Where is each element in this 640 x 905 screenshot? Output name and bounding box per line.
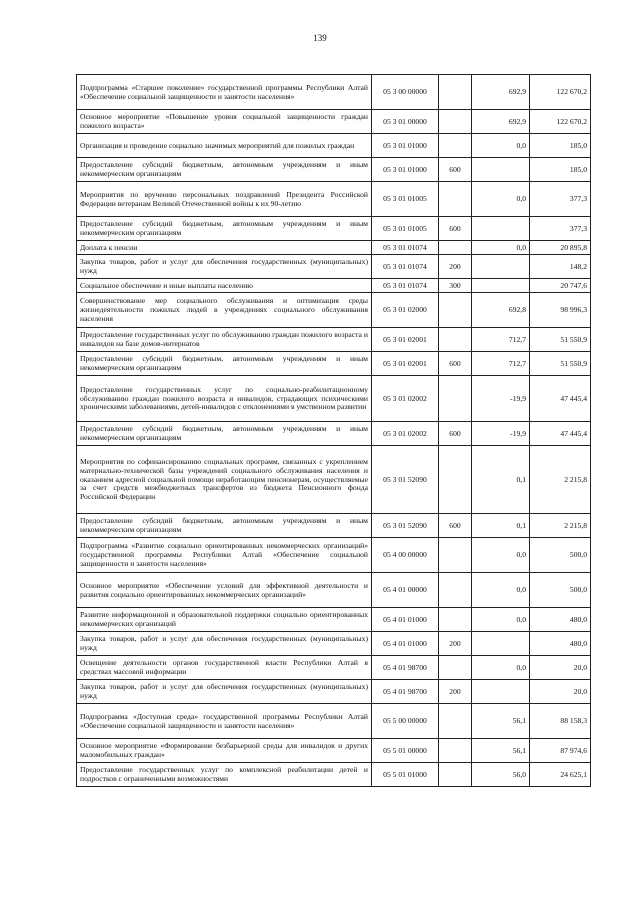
row-expense-type-cell: 200 (439, 632, 472, 656)
row-amount-change-cell (472, 632, 530, 656)
row-amount-change-cell (472, 680, 530, 704)
row-amount-change-cell: 712,7 (472, 328, 530, 352)
row-expense-type-cell (439, 656, 472, 680)
row-expense-type-cell (439, 293, 472, 328)
table-row (77, 704, 591, 739)
row-expense-type-cell (439, 704, 472, 739)
row-name-cell: Предоставление субсидий бюджетным, автономным учреждениям и иным некоммерческим организациям (77, 422, 372, 446)
row-expense-type-cell: 600 (439, 514, 472, 538)
row-name-cell: Предоставление субсидий бюджетным, автономным учреждениям и иным некоммерческим организациям (77, 158, 372, 182)
row-amount-change-cell: 0,0 (472, 573, 530, 608)
row-amount-total-cell: 20,0 (530, 656, 591, 680)
table-row (77, 328, 591, 352)
row-amount-total-cell: 20,0 (530, 680, 591, 704)
table-row (77, 656, 591, 680)
row-amount-change-cell: 0,0 (472, 182, 530, 217)
row-amount-total-cell: 185,0 (530, 158, 591, 182)
row-name-cell: Основное мероприятие «Формирование безбарьерной среды для инвалидов и других маломобильных граждан» (77, 739, 372, 763)
row-amount-change-cell: 692,8 (472, 293, 530, 328)
row-expense-type-cell: 600 (439, 217, 472, 241)
row-code-cell: 05 4 00 00000 (372, 538, 439, 573)
row-amount-total-cell: 500,0 (530, 538, 591, 573)
row-amount-total-cell: 377,3 (530, 217, 591, 241)
row-name-cell: Закупка товаров, работ и услуг для обеспечения государственных (муниципальных) нужд (77, 632, 372, 656)
row-amount-total-cell: 122 670,2 (530, 75, 591, 110)
row-amount-change-cell: 692,9 (472, 75, 530, 110)
row-name-cell: Основное мероприятие «Повышение уровня социальной защищенности граждан пожилого возраста» (77, 110, 372, 134)
row-code-cell: 05 3 01 01074 (372, 279, 439, 293)
row-amount-total-cell: 88 158,3 (530, 704, 591, 739)
table-row (77, 293, 591, 328)
row-name-cell: Основное мероприятие «Обеспечение условий для эффективной деятельности и развития социально ориентированных некоммерческих организаций» (77, 573, 372, 608)
budget-table-body (77, 75, 591, 787)
table-row (77, 422, 591, 446)
row-amount-change-cell: 0,0 (472, 134, 530, 158)
row-name-cell: Организация и проведение социально значимых мероприятий для пожилых граждан (77, 134, 372, 158)
table-row (77, 241, 591, 255)
row-code-cell: 05 3 01 01000 (372, 158, 439, 182)
row-code-cell: 05 3 01 01074 (372, 241, 439, 255)
row-name-cell: Освещение деятельности органов государственной власти Республики Алтай в средствах массовой информации (77, 656, 372, 680)
row-amount-total-cell: 51 550,9 (530, 352, 591, 376)
row-name-cell: Подпрограмма «Развитие социально ориентированных некоммерческих организаций» государственной программы Республики Алтай «Обеспечение социальной защищенности и занятости населения» (77, 538, 372, 573)
row-code-cell: 05 3 01 02001 (372, 328, 439, 352)
row-amount-total-cell: 377,3 (530, 182, 591, 217)
table-row (77, 632, 591, 656)
row-code-cell: 05 4 01 01000 (372, 608, 439, 632)
row-amount-total-cell: 47 445,4 (530, 376, 591, 422)
row-expense-type-cell (439, 110, 472, 134)
row-name-cell: Мероприятия по софинансированию социальных программ, связанных с укреплением материально-технической базы учреждений социального обслуживания населения и оказанием адресной социальной помощи неработающим пенсионерам, осуществляемые за счет средств межбюджетных трансфертов из бюджета Пенсионного фонда Российской Федерации (77, 446, 372, 514)
row-name-cell: Подпрограмма «Старшее поколение» государственной программы Республики Алтай «Обеспечение социальной защищенности и занятости населения» (77, 75, 372, 110)
row-code-cell: 05 5 00 00000 (372, 704, 439, 739)
row-code-cell: 05 3 01 01000 (372, 134, 439, 158)
row-amount-total-cell: 20 747,6 (530, 279, 591, 293)
row-code-cell: 05 4 01 01000 (372, 632, 439, 656)
row-amount-total-cell: 2 215,8 (530, 446, 591, 514)
table-row (77, 134, 591, 158)
table-row (77, 608, 591, 632)
row-code-cell: 05 5 01 00000 (372, 739, 439, 763)
row-expense-type-cell: 300 (439, 279, 472, 293)
row-amount-total-cell: 98 996,3 (530, 293, 591, 328)
row-amount-change-cell: -19,9 (472, 422, 530, 446)
table-row (77, 446, 591, 514)
row-expense-type-cell (439, 134, 472, 158)
row-expense-type-cell: 600 (439, 352, 472, 376)
row-expense-type-cell (439, 573, 472, 608)
row-amount-change-cell: 0,0 (472, 241, 530, 255)
row-amount-change-cell: 56,0 (472, 763, 530, 787)
row-expense-type-cell: 600 (439, 158, 472, 182)
row-name-cell: Закупка товаров, работ и услуг для обеспечения государственных (муниципальных) нужд (77, 680, 372, 704)
table-row (77, 182, 591, 217)
row-code-cell: 05 3 01 02001 (372, 352, 439, 376)
row-code-cell: 05 3 00 00000 (372, 75, 439, 110)
table-row (77, 158, 591, 182)
row-name-cell: Предоставление государственных услуг по комплексной реабилитации детей и подростков с ограниченными возможностями (77, 763, 372, 787)
table-row (77, 255, 591, 279)
table-row (77, 376, 591, 422)
row-amount-change-cell: 712,7 (472, 352, 530, 376)
row-amount-total-cell: 185,0 (530, 134, 591, 158)
row-expense-type-cell (439, 763, 472, 787)
row-expense-type-cell (439, 538, 472, 573)
row-amount-change-cell: 0,0 (472, 538, 530, 573)
row-name-cell: Социальное обеспечение и иные выплаты населению (77, 279, 372, 293)
row-expense-type-cell (439, 328, 472, 352)
row-amount-change-cell (472, 279, 530, 293)
row-amount-total-cell: 51 550,9 (530, 328, 591, 352)
row-expense-type-cell (439, 241, 472, 255)
row-amount-total-cell: 148,2 (530, 255, 591, 279)
page-number: 139 (313, 33, 327, 43)
row-amount-change-cell (472, 255, 530, 279)
row-code-cell: 05 4 01 00000 (372, 573, 439, 608)
row-amount-change-cell: 0,0 (472, 656, 530, 680)
row-expense-type-cell: 200 (439, 680, 472, 704)
row-name-cell: Совершенствование мер социального обслуживания и оптимизация среды жизнедеятельности пожилых людей в учреждениях социального обслуживания населения (77, 293, 372, 328)
table-row (77, 763, 591, 787)
row-amount-change-cell: 0,1 (472, 514, 530, 538)
row-amount-total-cell: 122 670,2 (530, 110, 591, 134)
row-name-cell: Предоставление субсидий бюджетным, автономным учреждениям и иным некоммерческим организациям (77, 352, 372, 376)
row-name-cell: Мероприятия по вручению персональных поздравлений Президента Российской Федерации ветеранам Великой Отечественной войны к их 90-летию (77, 182, 372, 217)
row-amount-total-cell: 500,0 (530, 573, 591, 608)
row-name-cell: Предоставление государственных услуг по обслуживанию граждан пожилого возраста и инвалидов на базе домов-интернатов (77, 328, 372, 352)
table-row (77, 110, 591, 134)
row-code-cell: 05 3 01 02000 (372, 293, 439, 328)
row-code-cell: 05 3 01 01005 (372, 182, 439, 217)
row-name-cell: Доплата к пенсии (77, 241, 372, 255)
table-row (77, 538, 591, 573)
row-amount-change-cell: 692,9 (472, 110, 530, 134)
row-expense-type-cell (439, 75, 472, 110)
row-code-cell: 05 3 01 02002 (372, 376, 439, 422)
row-code-cell: 05 5 01 01000 (372, 763, 439, 787)
row-amount-total-cell: 480,0 (530, 632, 591, 656)
row-amount-total-cell: 2 215,8 (530, 514, 591, 538)
row-amount-change-cell: 56,1 (472, 704, 530, 739)
table-row (77, 514, 591, 538)
table-row (77, 739, 591, 763)
row-code-cell: 05 3 01 01005 (372, 217, 439, 241)
row-code-cell: 05 4 01 98700 (372, 656, 439, 680)
table-row (77, 75, 591, 110)
row-expense-type-cell (439, 739, 472, 763)
row-amount-change-cell: 0,0 (472, 608, 530, 632)
row-amount-change-cell: -19,9 (472, 376, 530, 422)
row-expense-type-cell (439, 608, 472, 632)
row-amount-change-cell (472, 217, 530, 241)
row-amount-change-cell: 56,1 (472, 739, 530, 763)
row-amount-total-cell: 20 895,8 (530, 241, 591, 255)
row-name-cell: Развитие информационной и образовательной поддержки социально ориентированных некоммерческих организаций (77, 608, 372, 632)
row-expense-type-cell: 600 (439, 422, 472, 446)
row-amount-change-cell: 0,1 (472, 446, 530, 514)
row-amount-total-cell: 480,0 (530, 608, 591, 632)
row-name-cell: Предоставление субсидий бюджетным, автономным учреждениям и иным некоммерческим организациям (77, 514, 372, 538)
table-row (77, 217, 591, 241)
row-name-cell: Предоставление государственных услуг по социально-реабилитационному обслуживанию граждан пожилого возраста и инвалидов, страдающих психическими хроническими заболеваниями, детей-инвалидов с отклонениями в умственном развитии (77, 376, 372, 422)
row-code-cell: 05 3 01 00000 (372, 110, 439, 134)
row-expense-type-cell: 200 (439, 255, 472, 279)
row-code-cell: 05 3 01 52090 (372, 514, 439, 538)
table-row (77, 573, 591, 608)
budget-table (76, 74, 591, 787)
row-code-cell: 05 3 01 52090 (372, 446, 439, 514)
row-expense-type-cell (439, 446, 472, 514)
row-expense-type-cell (439, 182, 472, 217)
table-row (77, 352, 591, 376)
row-code-cell: 05 4 01 98700 (372, 680, 439, 704)
row-name-cell: Закупка товаров, работ и услуг для обеспечения государственных (муниципальных) нужд (77, 255, 372, 279)
row-name-cell: Подпрограмма «Доступная среда» государственной программы Республики Алтай «Обеспечение социальной защищенности и занятости населения» (77, 704, 372, 739)
row-amount-total-cell: 47 445,4 (530, 422, 591, 446)
row-amount-change-cell (472, 158, 530, 182)
row-amount-total-cell: 87 974,6 (530, 739, 591, 763)
row-expense-type-cell (439, 376, 472, 422)
table-row (77, 279, 591, 293)
row-name-cell: Предоставление субсидий бюджетным, автономным учреждениям и иным некоммерческим организациям (77, 217, 372, 241)
row-amount-total-cell: 24 625,1 (530, 763, 591, 787)
row-code-cell: 05 3 01 02002 (372, 422, 439, 446)
table-row (77, 680, 591, 704)
row-code-cell: 05 3 01 01074 (372, 255, 439, 279)
